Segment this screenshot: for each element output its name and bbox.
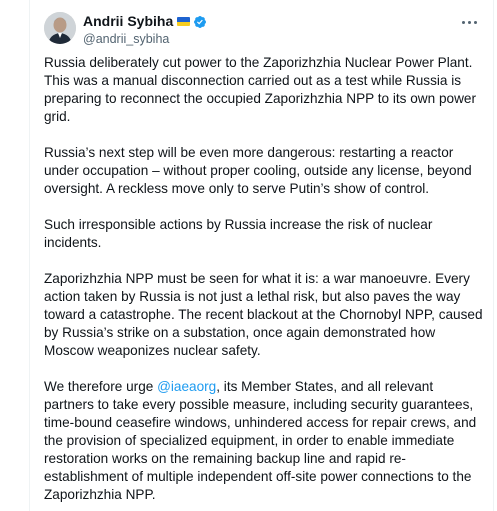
more-options-icon[interactable] xyxy=(457,12,481,32)
paragraph-suffix: , its Member States, and all relevant partners to take every possible measure, including security guarantees, time-bound ceasefire windows, unhindered access for repair crews, and the provision of specialized equipment, in order to enable immediate restoration works on the remaining backup line and rapid re-establishment of multiple independent off-site power connections to the Zaporizhzhia NPP. xyxy=(44,379,477,502)
post-paragraph-3: Such irresponsible actions by Russia increase the risk of nuclear incidents. xyxy=(44,217,433,250)
post-paragraph-2: Russia’s next step will be even more dangerous: restarting a reactor under occupation – without proper cooling, outside any license, beyond oversight. A reckless move only to serve Putin’s show of control. xyxy=(44,145,472,196)
author-names xyxy=(83,13,207,47)
mention-link[interactable]: @iaeaorg xyxy=(157,379,217,394)
ukraine-flag-icon xyxy=(177,17,190,26)
post-text xyxy=(44,54,484,511)
post-card xyxy=(29,0,494,511)
post-paragraph-4: Zaporizhzhia NPP must be seen for what it is: a war manoeuvre. Every action taken by Russia is not just a lethal risk, but also paves the way toward a catastrophe. The recent blackout at the Chornobyl NPP, caused by Russia’s strike on a substation, once again demonstrated how Moscow weaponizes nuclear safety. xyxy=(44,271,483,358)
post-paragraph-1: Russia deliberately cut power to the Zaporizhzhia Nuclear Power Plant. This was a manual disconnection carried out as a test while Russia is preparing to reconnect the occupied Zaporizhzhia NPP to its own power grid. xyxy=(44,55,476,124)
post-header xyxy=(44,12,481,48)
paragraph-prefix: We therefore urge xyxy=(44,379,158,394)
display-name[interactable]: Andrii Sybiha xyxy=(83,13,174,29)
name-row xyxy=(83,13,207,30)
verified-badge-icon[interactable] xyxy=(193,15,207,29)
author-handle[interactable]: @andrii_sybiha xyxy=(83,32,170,46)
avatar[interactable] xyxy=(44,12,76,44)
post-paragraph-5 xyxy=(44,378,484,504)
